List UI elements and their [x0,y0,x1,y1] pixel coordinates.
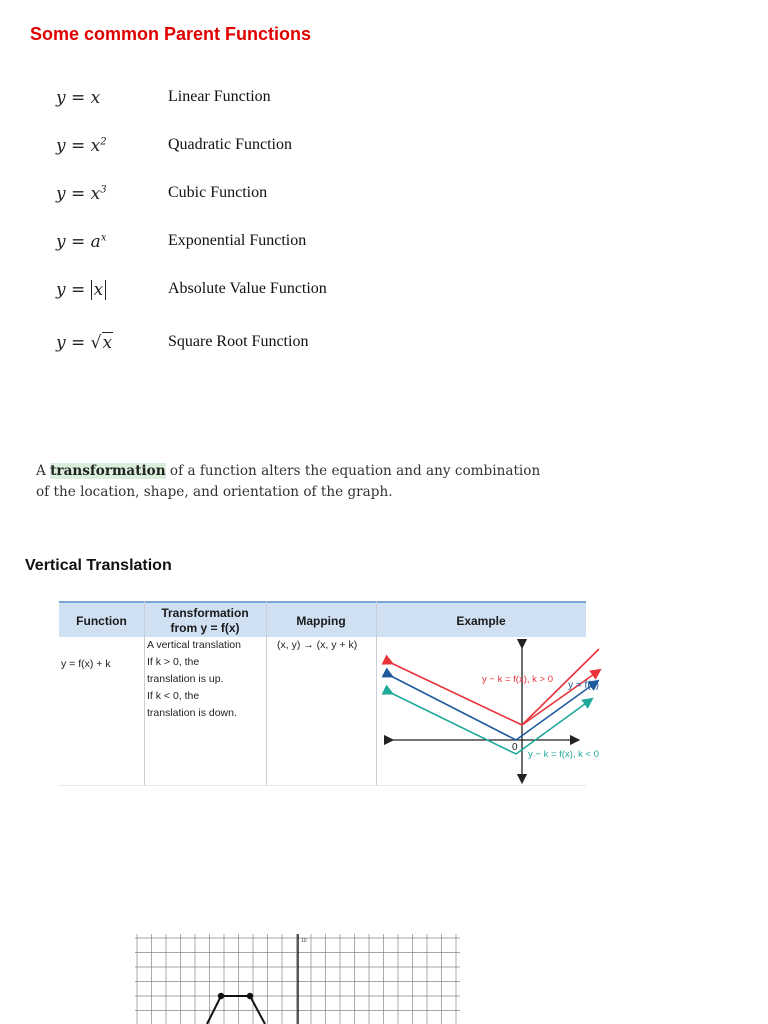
function-name: Absolute Value Function [168,280,327,297]
y-axis-tick-label: 10 [301,938,307,944]
column-divider [376,601,377,786]
eq-exponent: x [100,232,107,244]
plotted-point [247,993,253,999]
eq-rhs: a [90,232,101,252]
equation: $y = a^x$ [56,232,107,252]
radical-sign-icon: √ [90,333,102,353]
equation: y = x [56,88,101,108]
parent-function-linear [0,88,500,118]
eq-lhs: y [56,232,66,252]
cell-transformation [147,637,265,722]
label-translation-down: y − k = f(x), k < 0 [528,749,600,760]
eq-rhs: x [102,333,113,353]
parent-function-cubic [0,184,500,214]
function-name: Quadratic Function [168,136,292,153]
column-header-example: Example [456,613,506,628]
page-title: Some common Parent Functions [30,24,312,44]
highlighted-term: transformation [50,463,166,479]
absolute-value-bars [91,280,107,300]
column-header-transformation [144,603,266,639]
eq-lhs: y [56,333,66,353]
function-name: Exponential Function [168,232,307,249]
parent-function-square-root [0,333,500,363]
eq-lhs: y [56,280,66,300]
cell-line: A vertical translation [147,639,241,651]
transformation-definition [36,461,556,503]
vertical-translation-table [59,601,600,786]
header-line: from y = f(x) [170,621,240,635]
cell-line: If k < 0, the [147,690,200,702]
cell-line: If k > 0, the [147,656,200,668]
equation: $y = x^3$ [56,184,107,204]
eq-lhs: y [56,136,66,156]
equation: y = √x [56,333,113,353]
origin-label: 0 [512,742,518,753]
function-name: Square Root Function [168,333,309,350]
plotted-shape [207,996,265,1024]
coordinate-grid [135,934,460,1024]
header-line: Transformation [161,606,249,620]
plotted-point [218,993,224,999]
function-name: Linear Function [168,88,271,105]
column-header-function: Function [76,613,127,628]
definition-prefix: A [36,463,51,479]
cell-function: y = f(x) + k [61,658,111,670]
table-bottom-border [59,785,586,786]
eq-lhs: y [56,184,66,204]
column-divider [144,601,145,786]
column-header-mapping: Mapping [296,613,346,628]
table-header [59,601,586,637]
graph-line-down [389,692,589,754]
label-base-function: y = f(x) [568,680,599,691]
eq-exponent: 2 [100,136,107,148]
section-heading: Vertical Translation [25,557,172,574]
parent-function-absolute-value [0,280,500,310]
parent-function-quadratic [0,136,500,166]
label-translation-up: y − k = f(x), k > 0 [482,674,554,685]
cell-mapping: (x, y) → (x, y + k) [277,639,358,651]
eq-rhs: x [90,136,101,156]
eq-lhs: y [56,88,66,108]
eq-rhs: x [90,88,101,108]
eq-rhs: x [90,184,101,204]
example-graph [379,639,600,784]
eq-rhs: x [93,280,104,300]
equation: $y = x^2$ [56,136,107,156]
cell-line: translation is down. [147,707,237,719]
column-divider [266,601,267,786]
parent-function-exponential [0,232,500,262]
definition-text: of a function alters the equation and any combination of the location, shape, and orientation of the graph. [36,463,541,500]
equation: y = x [56,280,106,300]
eq-exponent: 3 [100,184,107,196]
cell-line: translation is up. [147,673,224,685]
function-name: Cubic Function [168,184,268,201]
